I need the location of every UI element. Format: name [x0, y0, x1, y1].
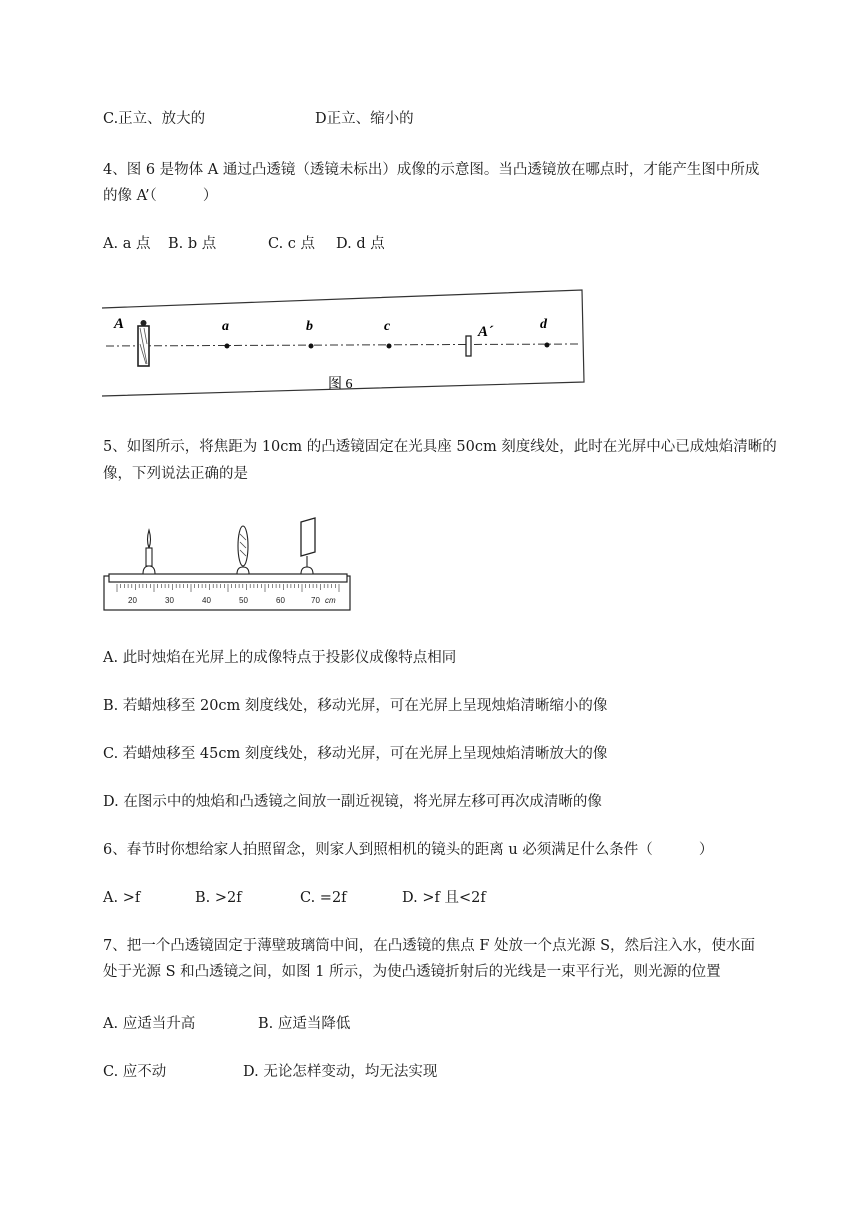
q3-option-d: D正立、缩小的 [315, 111, 414, 127]
image-A-prime [466, 336, 471, 356]
q4-option-b: B. b 点 [168, 236, 217, 252]
tick-label-20: 20 [128, 596, 137, 605]
tick-label-30: 30 [165, 596, 174, 605]
q7-option-c: C. 应不动 [103, 1064, 167, 1080]
q7-stem-line1: 7、把一个凸透镜固定于薄壁玻璃筒中间，在凸透镜的焦点 F 处放一个点光源 S，然后注入水，使水面 [103, 938, 756, 954]
tick-label-40: 40 [202, 596, 211, 605]
ruler-unit: cm [325, 596, 336, 605]
q7-option-a: A. 应适当升高 [103, 1016, 196, 1032]
q5-option-b: B. 若蜡烛移至 20cm 刻度线处，移动光屏，可在光屏上呈现烛焰清晰缩小的像 [103, 698, 608, 714]
q6-option-b: B. >2f [195, 890, 242, 906]
q6-option-d: D. >f 且<2f [402, 890, 486, 906]
q5-stem-line1: 5、如图所示，将焦距为 10cm 的凸透镜固定在光具座 50cm 刻度线处，此时在光屏中心已成烛焰清晰的 [103, 439, 777, 455]
q4-option-d: D. d 点 [336, 236, 385, 252]
figure-6-caption: 图 6 [328, 377, 353, 392]
image-label-A-prime: A´ [478, 324, 493, 340]
point-label-d: d [540, 317, 547, 332]
tick-label-60: 60 [276, 596, 285, 605]
q5-option-c: C. 若蜡烛移至 45cm 刻度线处，移动光屏，可在光屏上呈现烛焰清晰放大的像 [103, 746, 608, 762]
point-a [225, 344, 230, 349]
q5-option-a: A. 此时烛焰在光屏上的成像特点于投影仪成像特点相同 [103, 650, 457, 666]
tick-label-50: 50 [239, 596, 248, 605]
point-label-c: c [384, 319, 391, 334]
figure-6-diagram [100, 288, 585, 398]
q7-option-b: B. 应适当降低 [258, 1016, 351, 1032]
candle [143, 530, 155, 574]
object-label-A: A [114, 316, 125, 332]
bench-rail [109, 574, 347, 582]
q4-option-c: C. c 点 [268, 236, 316, 252]
q4-option-a: A. a 点 [103, 236, 151, 252]
point-d [545, 343, 550, 348]
q5-stem-line2: 像，下列说法正确的是 [103, 466, 248, 482]
optical-bench-diagram [103, 516, 353, 612]
point-label-b: b [306, 319, 313, 334]
q6-option-c: C. =2f [300, 890, 347, 906]
q7-stem-line2: 处于光源 S 和凸透镜之间，如图 1 所示，为使凸透镜折射后的光线是一束平行光，则光源的位置 [103, 964, 721, 980]
q4-stem-line2: 的像 A’（ ） [103, 188, 218, 204]
point-c [387, 344, 392, 349]
q6-option-a: A. >f [103, 890, 141, 906]
q7-option-d: D. 无论怎样变动，均无法实现 [243, 1064, 438, 1080]
convex-lens [237, 526, 249, 574]
light-screen [301, 518, 315, 574]
q5-option-d: D. 在图示中的烛焰和凸透镜之间放一副近视镜，将光屏左移可再次成清晰的像 [103, 794, 602, 810]
ruler-ticks [117, 584, 339, 592]
q3-option-c: C.正立、放大的 [103, 111, 206, 127]
point-b [309, 344, 314, 349]
point-label-a: a [222, 319, 229, 334]
q6-stem: 6、春节时你想给家人拍照留念，则家人到照相机的镜头的距离 u 必须满足什么条件（ ） [103, 842, 714, 858]
tick-label-70: 70 [311, 596, 320, 605]
q4-stem-line1: 4、图 6 是物体 A 通过凸透镜（透镜未标出）成像的示意图。当凸透镜放在哪点时，才能产生图中所成 [103, 162, 760, 178]
